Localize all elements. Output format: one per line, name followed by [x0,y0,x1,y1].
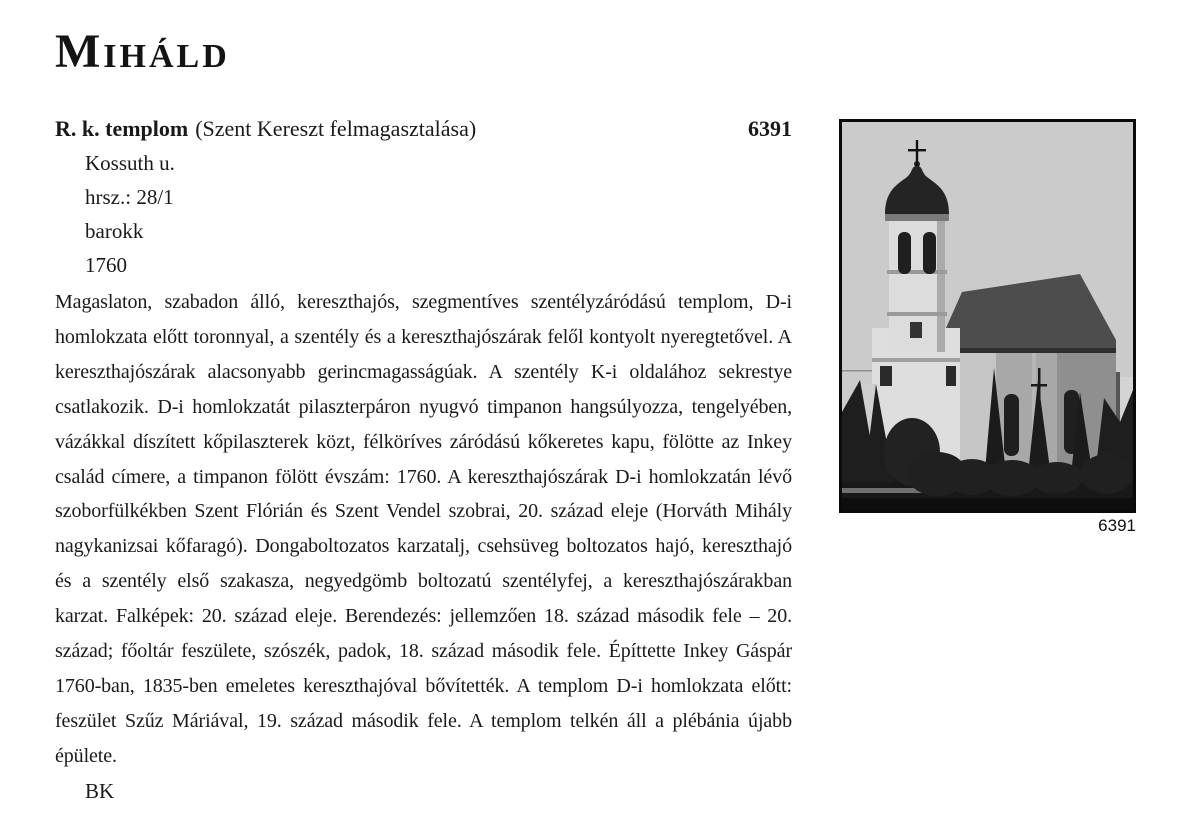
detail-year: 1760 [85,253,127,277]
facade-niche [946,366,956,386]
photo-caption: 6391 [1098,516,1136,535]
entry [55,112,792,808]
entry-dedication: (Szent Kereszt felmagasztalása) [195,116,477,141]
detail-style: barokk [85,219,144,243]
entry-number: 6391 [748,116,792,141]
belfry-window [923,232,936,274]
cross-finial-arm [908,149,926,151]
entry-header [55,112,792,146]
side-window [1004,394,1019,456]
entry-signature: BK [85,778,115,803]
church-photo-illustration [842,122,1133,510]
entry-details [85,146,792,282]
entry-name: R. k. templom [55,116,189,141]
belfry-window [898,232,911,274]
tower-clock [910,322,922,338]
cross-pole-arm [1031,384,1047,387]
cross-finial [916,140,918,166]
roof-eave [938,348,1116,353]
church-photo [839,119,1136,513]
entry-title [55,112,476,146]
entry-description: Magaslaton, szabadon álló, kereszthajós, szegmentíves szentélyzáródású templom, D-i homlokzata előtt toronnyal, a szentély és a kereszthajószárak felől kontyolt nyeregtetővel. A kereszthajószárak alacsonyabb gerincmagasságúak. A szentély K-i oldalához sekrestye csatlakozik. D-i homlokzatát pilaszterpáron nyugvó timpanon hangsúlyozza, tengelyében, vázákkal díszített kőpilaszterek közt, félköríves záródású kőkeretes kapu, fölötte az Inkey család címere, a timpanon fölött évszám: 1760. A kereszthajószárak D-i homlokzatán lévő szoborfülkékben Szent Flórián és Szent Vendel szobrai, 20. század eleje (Horváth Mihály nagykanizsai kőfaragó). Dongaboltozatos karzatalj, csehsüveg boltozatos hajó, kereszthajó és a szentély első szakasza, negyedgömb boltozatú szentélyfej, a kereszthajószárakban karzat. Falképek: 20. század eleje. Berendezés: jellemzően 18. század második fele – 20. század; főoltár feszülete, szószék, padok, 18. század második fele. Építtette Inkey Gáspár 1760-ban, 1835-ben emeletes kereszthajóval bővítették. A templom D-i homlokzata előtt: feszület Szűz Máriával, 19. század második fele. A templom telkén áll a plébánia újabb épülete. [55,291,792,767]
facade-niche [880,366,892,386]
detail-parcel: hrsz.: 28/1 [85,185,174,209]
detail-street: Kossuth u. [85,151,175,175]
page-title: Miháld [55,25,230,78]
